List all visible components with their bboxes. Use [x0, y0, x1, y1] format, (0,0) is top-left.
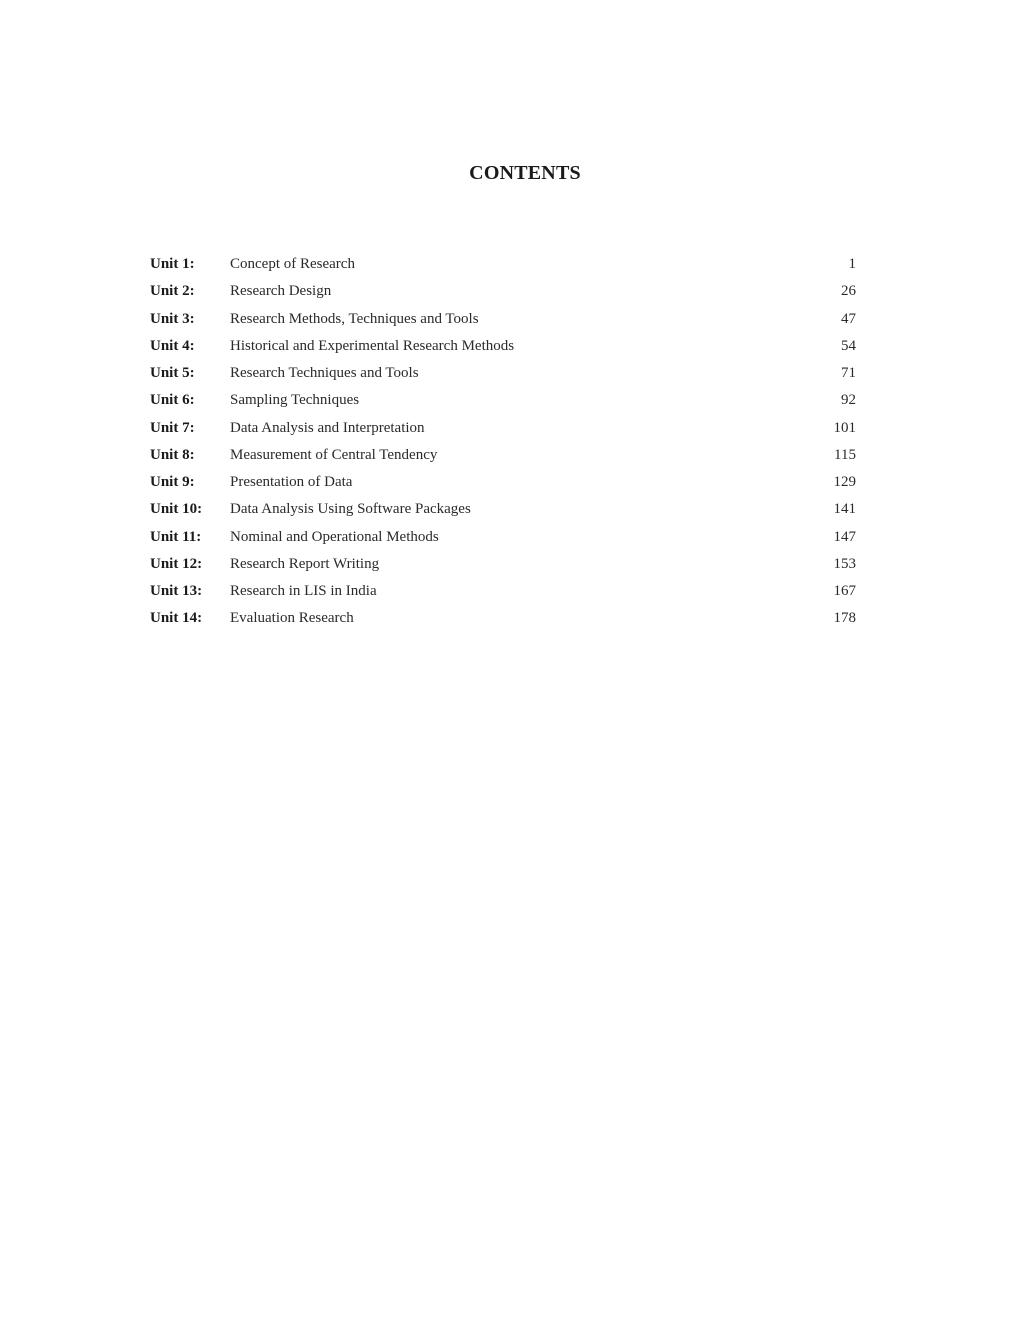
toc-row[interactable] [150, 469, 856, 496]
unit-label: Unit 13: [150, 583, 203, 599]
unit-page-number: 71 [841, 365, 856, 381]
unit-label: Unit 11: [150, 528, 202, 545]
unit-label: Unit 6: [150, 392, 195, 409]
toc-row[interactable] [150, 524, 856, 551]
unit-label: Unit 9: [150, 474, 195, 490]
unit-label: Unit 1: [150, 256, 195, 272]
unit-title: Research Techniques and Tools [230, 365, 419, 381]
toc-row[interactable] [150, 333, 856, 360]
unit-page-number: 115 [834, 446, 856, 463]
unit-label: Unit 5: [150, 365, 195, 381]
page-title: CONTENTS [469, 162, 581, 184]
toc-row[interactable] [150, 578, 856, 605]
unit-label: Unit 10: [150, 501, 203, 518]
unit-label: Unit 4: [150, 337, 195, 354]
toc-row[interactable] [150, 387, 856, 414]
unit-label: Unit 12: [150, 555, 203, 572]
unit-title: Historical and Experimental Research Methods [230, 337, 515, 354]
toc-row[interactable] [150, 496, 856, 523]
toc-row[interactable] [150, 442, 856, 469]
unit-page-number: 92 [841, 392, 856, 409]
unit-title: Research in LIS in India [230, 583, 377, 599]
unit-title: Research Design [230, 283, 332, 300]
unit-page-number: 1 [848, 256, 856, 272]
unit-label: Unit 8: [150, 446, 195, 463]
toc-row[interactable] [150, 306, 856, 333]
unit-label: Unit 7: [150, 419, 195, 436]
unit-title: Data Analysis and Interpretation [230, 419, 425, 436]
unit-page-number: 26 [841, 283, 856, 300]
toc-row[interactable] [150, 278, 856, 305]
unit-page-number: 54 [841, 337, 856, 354]
unit-title: Evaluation Research [230, 610, 354, 627]
unit-page-number: 153 [833, 555, 856, 572]
unit-title: Research Methods, Techniques and Tools [230, 310, 479, 327]
unit-label: Unit 2: [150, 283, 195, 300]
unit-title: Concept of Research [230, 256, 355, 272]
toc-row[interactable] [150, 415, 856, 442]
table-of-contents [150, 251, 856, 633]
toc-row[interactable] [150, 605, 856, 632]
unit-title: Presentation of Data [230, 474, 353, 490]
unit-page-number: 47 [841, 310, 856, 327]
unit-page-number: 178 [833, 610, 856, 627]
toc-row[interactable] [150, 551, 856, 578]
toc-row[interactable] [150, 360, 856, 387]
unit-page-number: 141 [833, 501, 856, 518]
unit-title: Sampling Techniques [230, 392, 360, 409]
unit-page-number: 129 [833, 474, 856, 490]
unit-label: Unit 3: [150, 310, 195, 327]
unit-title: Data Analysis Using Software Packages [230, 501, 471, 518]
unit-title: Nominal and Operational Methods [230, 528, 439, 545]
unit-page-number: 147 [833, 528, 856, 545]
toc-row[interactable] [150, 251, 856, 278]
unit-page-number: 101 [833, 419, 856, 436]
unit-title: Measurement of Central Tendency [230, 446, 438, 463]
unit-label: Unit 14: [150, 610, 203, 627]
unit-page-number: 167 [833, 583, 856, 599]
unit-title: Research Report Writing [230, 555, 380, 572]
